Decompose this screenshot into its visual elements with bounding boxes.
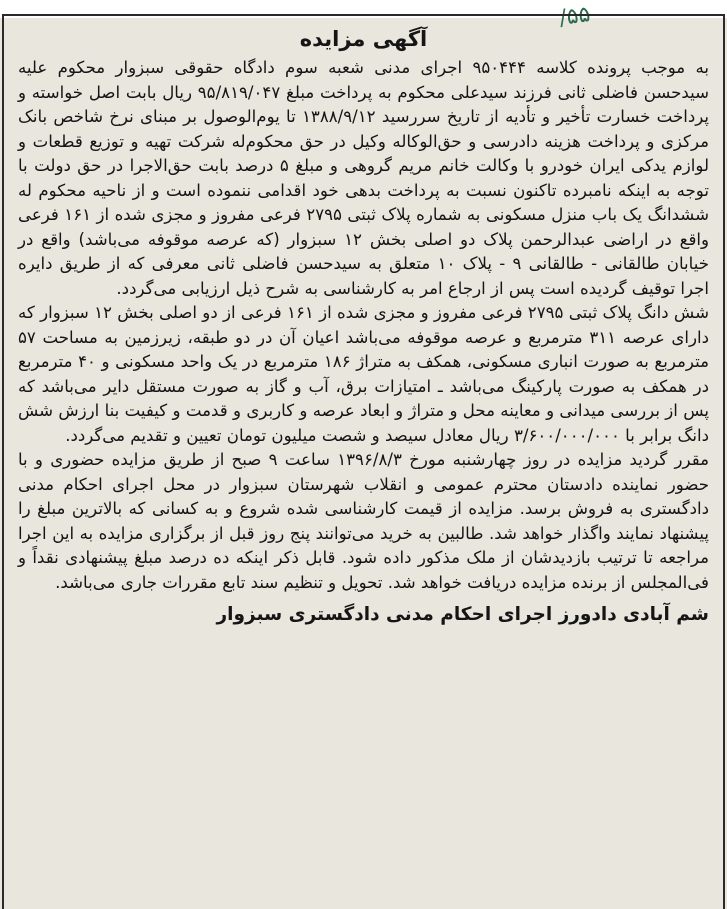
ad-body: [18, 56, 709, 595]
ad-signature: شم آبادی دادورز اجرای احکام مدنی دادگستری سبزوار: [216, 604, 709, 625]
ad-title: آگهی مزایده: [299, 27, 428, 51]
ad-paragraph-1: به موجب پرونده کلاسه ۹۵۰۴۴۴ اجرای مدنی شعبه سوم دادگاه حقوقی سبزوار محکوم علیه سیدحسن فاضلی ثانی فرزند سیدعلی محکوم به پرداخت مبلغ ۹۵/۸۱۹/۰۴۷ ریال بابت اصل خواسته و پرداخت خسارت تأخیر و تأدیه از تاریخ سررسید ۱۳۸۸/۹/۱۲ تا یوم‌الوصول بر مبنای نرخ شاخص بانک مرکزی و پرداخت هزینه دادرسی و حق‌الوکاله وکیل در حق محکوم‌له شرکت تهیه و توزیع قطعات و لوازم یدکی ایران خودرو با وکالت خانم مریم گروهی و مبلغ ۵ درصد بابت حق‌الاجرا در حق دولت با توجه به اینکه نامبرده تاکنون نسبت به پرداخت بدهی خود اقدامی ننموده است و از ناحیه محکوم له ششدانگ یک باب منزل مسکونی به شماره پلاک ثبتی ۲۷۹۵ فرعی مفروز و مجزی شده از ۱۶۱ فرعی واقع در اراضی عبدالرحمن پلاک دو اصلی بخش ۱۲ سبزوار (که عرصه موقوفه می‌باشد) واقع در خیابان طالقانی - طالقانی ۹ - پلاک ۱۰ متعلق به سیدحسن فاضلی ثانی معرفی که از طریق دایره اجرا توقیف گردیده است پس از ارجاع امر به کارشناسی به شرح ذیل ارزیابی می‌گردد.: [18, 58, 710, 298]
ad-paragraph-3: مقرر گردید مزایده در روز چهارشنبه مورخ ۱۳۹۶/۸/۳ ساعت ۹ صبح از طریق مزایده حضوری و با حضور نماینده دادستان محترم عمومی و انقلاب شهرستان سبزوار در محل اجرای احکام مدنی دادگستری به فروش برسد. مزایده از قیمت کارشناسی شده شروع و به کسانی که بالاترین مبلغ را پیشنهاد نمایند واگذار خواهد شد. طالبین به خرید می‌توانند پنج روز قبل از برگزاری مزایده به این اجرا مراجعه تا ترتیب بازدیدشان از ملک مذکور داده شود. قابل ذکر اینکه ده درصد مبلغ پیشنهادی نقداً و فی‌المجلس از برنده مزایده دریافت خواهد شد. تحویل و تنظیم سند تابع مقررات جاری می‌باشد.: [18, 450, 709, 592]
ad-paragraph-2: شش دانگ پلاک ثبتی ۲۷۹۵ فرعی مفروز و مجزی شده از ۱۶۱ فرعی از دو اصلی بخش ۱۲ سبزوار که دارای عرصه ۳۱۱ مترمربع و عرصه موقوفه می‌باشد اعیان آن در دو طبقه، زیرزمین به مساحت ۵۷ مترمربع به صورت انباری مسکونی، همکف به متراژ ۱۸۶ مترمربع در یک واحد مسکونی و ۴۰ مترمربع در همکف به صورت پارکینگ می‌باشد ـ امتیازات برق، آب و گاز به صورت مستقل دایر می‌باشد که پس از بررسی میدانی و معاینه محل و متراژ و ابعاد عرصه و کاربری و قدمت و کیفیت بنا ارزش شش دانگ برابر با ۳/۶۰۰/۰۰۰/۰۰۰ ریال معادل سیصد و شصت میلیون تومان تعیین و تقدیم می‌گردد.: [18, 303, 709, 445]
handwritten-note: /۵۵: [557, 2, 592, 32]
ad-frame: [2, 14, 725, 909]
